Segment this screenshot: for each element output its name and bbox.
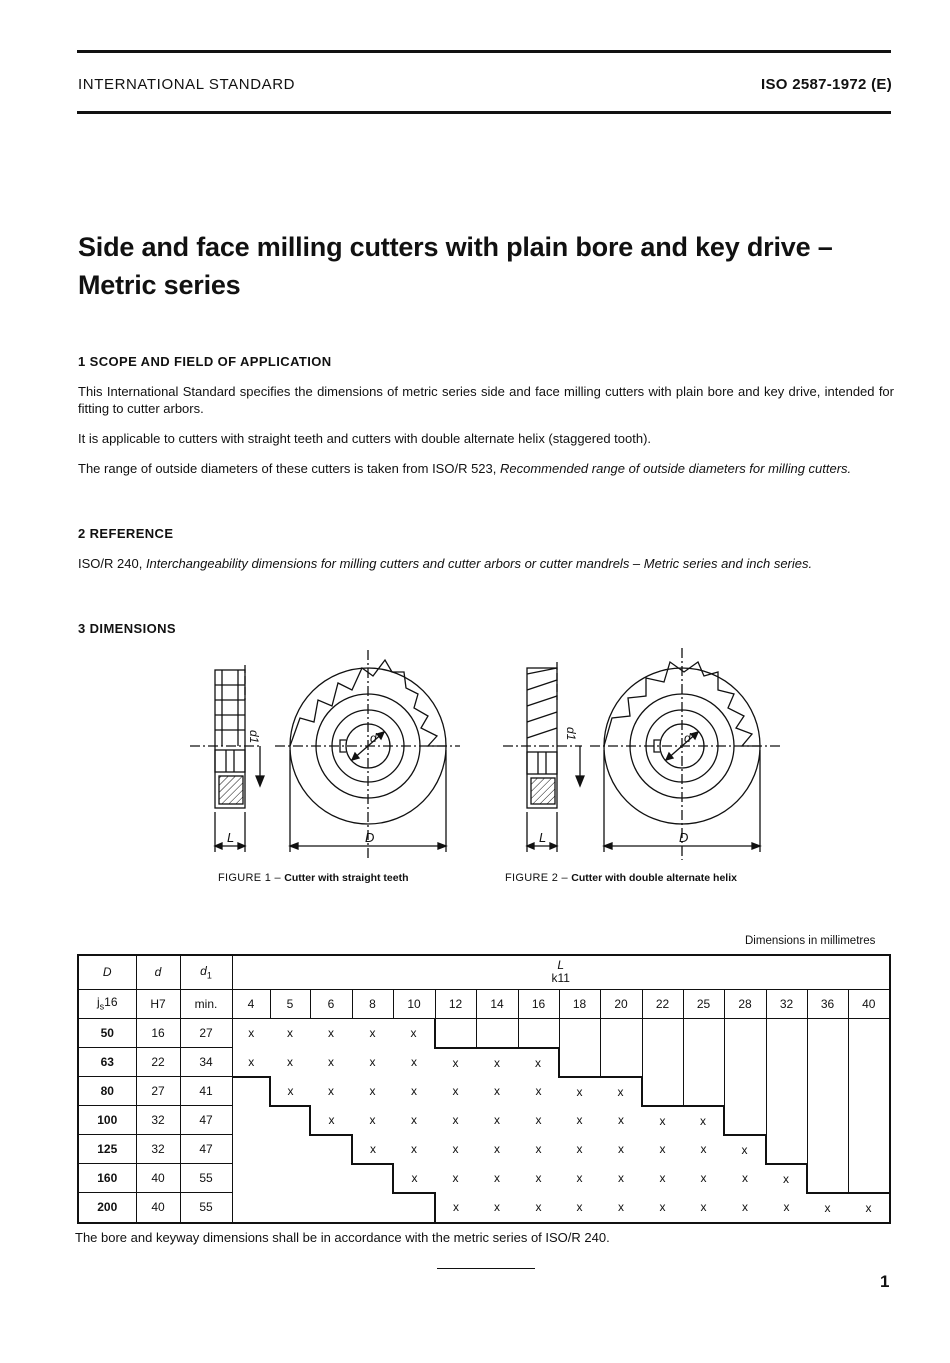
cell-empty	[848, 1135, 890, 1164]
cell-mark: x	[369, 1084, 376, 1098]
cell-empty	[807, 1018, 848, 1048]
cell-empty	[559, 1018, 600, 1048]
cell-mark: x	[328, 1055, 334, 1069]
cell-empty	[724, 1018, 766, 1048]
figure-2-drawing	[503, 648, 780, 860]
figure-2-label-d1: d1	[564, 727, 578, 741]
tolerance-d1: min.	[180, 989, 232, 1018]
cell-mark: x	[600, 1193, 642, 1223]
cell-empty	[807, 1077, 848, 1106]
footer-rule	[437, 1268, 535, 1269]
cell-empty	[270, 1135, 310, 1164]
header-L-value: 28	[724, 989, 766, 1018]
cell-mark: x	[310, 1106, 352, 1135]
cell-mark: x	[452, 1084, 459, 1098]
tolerance-D	[78, 989, 136, 1018]
cell-mark: x	[535, 1171, 542, 1185]
cell-mark: x	[452, 1055, 459, 1070]
figure-1-label-d1: d1	[247, 730, 261, 744]
cell-mark: x	[352, 1135, 393, 1164]
cell-empty	[807, 1135, 848, 1164]
cell-empty	[642, 1077, 683, 1106]
cell-empty	[310, 1193, 352, 1223]
cell-d1: 55	[180, 1193, 232, 1223]
header-right: ISO 2587-1972 (E)	[760, 76, 892, 93]
cell-empty	[766, 1077, 807, 1106]
table-row	[78, 1135, 890, 1164]
header-L-value: 32	[766, 989, 807, 1018]
cell-mark: x	[393, 1018, 435, 1048]
dimensions-table	[77, 954, 891, 1224]
cell-mark: x	[576, 1113, 583, 1127]
cell-mark: x	[393, 1164, 435, 1193]
cell-mark: x	[452, 1171, 459, 1185]
cell-mark: x	[232, 1048, 270, 1077]
cell-empty	[600, 1018, 642, 1048]
cell-d: 32	[136, 1135, 180, 1164]
cell-mark: x	[287, 1055, 293, 1069]
tolerance-d: H7	[136, 989, 180, 1018]
cell-D: 80	[78, 1077, 136, 1106]
cell-mark: x	[766, 1193, 807, 1223]
cell-empty	[310, 1135, 352, 1164]
table-row	[78, 1106, 890, 1135]
cell-d: 16	[136, 1018, 180, 1048]
cell-d1: 34	[180, 1048, 232, 1077]
table-units-note: Dimensions in millimetres	[745, 935, 876, 947]
page-number: 1	[880, 1272, 890, 1291]
cell-empty	[559, 1048, 600, 1077]
cell-mark: x	[494, 1171, 500, 1185]
header-L-value: 4	[232, 989, 270, 1018]
cell-mark: x	[411, 1055, 417, 1069]
section-2-paragraph-text: ISO/R 240,	[78, 556, 143, 571]
cell-empty	[848, 1018, 890, 1048]
cell-empty	[766, 1135, 807, 1164]
cell-mark: x	[411, 1113, 417, 1127]
header-L-value: 40	[848, 989, 890, 1018]
cell-mark: x	[618, 1171, 624, 1185]
section-1-paragraph-3-text: The range of outside diameters of these cutters is taken from ISO/R 523,	[78, 461, 497, 476]
cell-mark: x	[535, 1142, 542, 1156]
table-header-row-2	[78, 989, 890, 1018]
cell-empty	[848, 1048, 890, 1077]
cell-empty	[232, 1164, 270, 1193]
figure-2-label-D: D	[679, 830, 689, 845]
header-d: d	[136, 955, 180, 989]
cell-mark: x	[369, 1055, 376, 1069]
cell-empty	[724, 1077, 766, 1106]
table-row	[78, 1077, 890, 1106]
cell-empty	[724, 1106, 766, 1135]
cell-mark: x	[494, 1055, 500, 1070]
cell-mark: x	[600, 1077, 642, 1106]
table-header-row-1	[78, 955, 890, 989]
cell-empty	[476, 1018, 518, 1048]
cell-mark: x	[270, 1077, 310, 1106]
figure-1-label-D: D	[365, 830, 375, 845]
cell-mark: x	[248, 1026, 255, 1040]
cell-empty	[393, 1193, 435, 1223]
header-L	[232, 955, 890, 989]
section-1-paragraph-2: It is applicable to cutters with straight teeth and cutters with double alternate helix (staggered tooth).	[78, 431, 652, 446]
header-L-value: 25	[683, 989, 724, 1018]
cell-D: 125	[78, 1135, 136, 1164]
tolerance-D-base: j	[96, 995, 100, 1010]
cell-mark: x	[518, 1193, 559, 1223]
header-d1-base: d	[200, 964, 207, 979]
cell-mark: x	[411, 1142, 417, 1156]
cell-empty	[352, 1193, 393, 1223]
figure-2-caption	[505, 872, 737, 884]
header-L-value: 14	[476, 989, 518, 1018]
cell-empty	[232, 1077, 270, 1106]
section-1-paragraph-1: This International Standard specifies the dimensions of metric series side and face milling cutters with plain bore and key drive, intended for fitting to cutter arbors.	[78, 384, 894, 416]
cell-empty	[724, 1048, 766, 1077]
cell-mark: x	[494, 1142, 500, 1156]
cell-mark: x	[494, 1084, 500, 1098]
header-L-symbol: L	[557, 958, 565, 973]
cell-mark: x	[659, 1113, 666, 1128]
figure-1-label-d: d	[370, 731, 377, 745]
cell-mark: x	[659, 1142, 666, 1156]
cell-D: 50	[78, 1018, 136, 1048]
cell-D: 200	[78, 1193, 136, 1223]
cell-mark: x	[724, 1135, 766, 1164]
cell-d: 40	[136, 1193, 180, 1223]
page-title-line-2: Metric series	[78, 270, 241, 300]
cell-d1: 47	[180, 1106, 232, 1135]
cell-mark: x	[683, 1106, 724, 1135]
cell-d1: 41	[180, 1077, 232, 1106]
cell-empty	[807, 1106, 848, 1135]
figure-2-label-L: L	[539, 830, 547, 845]
cell-mark: x	[618, 1142, 624, 1156]
cell-mark: x	[518, 1048, 559, 1077]
figure-1-number: FIGURE 1 –	[218, 872, 281, 884]
cell-mark: x	[807, 1193, 848, 1223]
cell-d1: 27	[180, 1018, 232, 1048]
cell-mark: x	[287, 1026, 293, 1040]
figure-1-caption	[218, 872, 409, 884]
cell-mark: x	[642, 1193, 683, 1223]
table-row	[78, 1048, 890, 1077]
cell-d: 27	[136, 1077, 180, 1106]
cell-empty	[270, 1193, 310, 1223]
table-row	[78, 1164, 890, 1193]
bottom-note: The bore and keyway dimensions shall be in accordance with the metric series of ISO/R 240.	[75, 1230, 610, 1245]
header-d1-sub: 1	[206, 970, 212, 981]
cell-mark: x	[576, 1142, 583, 1156]
cell-mark: x	[452, 1142, 459, 1156]
section-1-heading: 1 SCOPE AND FIELD OF APPLICATION	[78, 354, 332, 369]
cell-mark: x	[369, 1026, 376, 1040]
cell-mark: x	[535, 1113, 542, 1127]
cell-empty	[435, 1018, 476, 1048]
cell-empty	[683, 1077, 724, 1106]
table-row	[78, 1018, 890, 1048]
cell-empty	[807, 1164, 848, 1193]
cell-mark: x	[700, 1171, 707, 1185]
header-L-value: 10	[393, 989, 435, 1018]
dimensions-table-body	[78, 955, 890, 1223]
header-left: INTERNATIONAL STANDARD	[78, 76, 296, 93]
cell-empty	[807, 1048, 848, 1077]
cell-mark: x	[683, 1193, 724, 1223]
cell-mark: x	[700, 1142, 707, 1156]
cell-empty	[518, 1018, 559, 1048]
cell-D: 160	[78, 1164, 136, 1193]
cell-mark: x	[559, 1193, 600, 1223]
cell-mark: x	[742, 1171, 748, 1185]
cell-mark: x	[766, 1164, 807, 1193]
cell-d: 32	[136, 1106, 180, 1135]
cell-empty	[642, 1018, 683, 1048]
cell-mark: x	[328, 1084, 334, 1098]
section-2-heading: 2 REFERENCE	[78, 526, 174, 541]
cell-mark: x	[328, 1026, 334, 1040]
cell-empty	[766, 1048, 807, 1077]
cell-mark: x	[576, 1171, 583, 1185]
header-L-value: 18	[559, 989, 600, 1018]
cell-mark: x	[369, 1113, 376, 1127]
cell-mark: x	[476, 1193, 518, 1223]
header-L-tolerance: k11	[551, 971, 570, 986]
cell-empty	[232, 1106, 270, 1135]
cell-d1: 55	[180, 1164, 232, 1193]
cell-mark: x	[452, 1113, 459, 1127]
cell-empty	[848, 1077, 890, 1106]
cell-empty	[766, 1018, 807, 1048]
header-L-value: 5	[270, 989, 310, 1018]
header-d1	[180, 955, 232, 989]
cell-d: 40	[136, 1164, 180, 1193]
header-L-value: 20	[600, 989, 642, 1018]
cell-empty	[683, 1048, 724, 1077]
table-row	[78, 1193, 890, 1223]
cell-empty	[766, 1106, 807, 1135]
cell-empty	[848, 1106, 890, 1135]
section-2-paragraph-italic: Interchangeability dimensions for milling cutters and cutter arbors or cutter mandrels – Metric series and inch series.	[145, 556, 813, 571]
cell-D: 100	[78, 1106, 136, 1135]
cell-mark: x	[659, 1171, 666, 1185]
cell-D: 63	[78, 1048, 136, 1077]
figure-1-label-L: L	[227, 830, 235, 845]
section-1-paragraph-3-italic: Recommended range of outside diameters for milling cutters.	[500, 461, 852, 476]
tolerance-D-sub: s	[99, 1001, 105, 1012]
cell-mark: x	[724, 1193, 766, 1223]
cell-mark: x	[618, 1113, 624, 1127]
figure-2-label-d: d	[684, 731, 691, 745]
cell-empty	[848, 1164, 890, 1193]
cell-mark: x	[411, 1084, 417, 1098]
cell-d: 22	[136, 1048, 180, 1077]
cell-empty	[683, 1018, 724, 1048]
cell-mark: x	[848, 1193, 890, 1223]
header-L-value: 36	[807, 989, 848, 1018]
cell-d1: 47	[180, 1135, 232, 1164]
figure-2-number: FIGURE 2 –	[505, 872, 568, 884]
page-title-line-1: Side and face milling cutters with plain bore and key drive –	[78, 232, 833, 262]
section-3-heading: 3 DIMENSIONS	[78, 621, 176, 636]
cell-empty	[270, 1164, 310, 1193]
cell-empty	[352, 1164, 393, 1193]
header-L-value: 8	[352, 989, 393, 1018]
cell-empty	[642, 1048, 683, 1077]
cell-mark: x	[494, 1113, 500, 1127]
figure-1-drawing	[190, 650, 460, 860]
cell-empty	[310, 1164, 352, 1193]
figure-1-caption-text: Cutter with straight teeth	[284, 872, 409, 884]
figure-2-caption-text: Cutter with double alternate helix	[571, 872, 737, 884]
cell-empty	[600, 1048, 642, 1077]
cell-mark: x	[435, 1193, 476, 1223]
header-L-value: 22	[642, 989, 683, 1018]
cell-empty	[232, 1193, 270, 1223]
cell-empty	[232, 1135, 270, 1164]
cell-mark: x	[535, 1084, 542, 1098]
cell-empty	[270, 1106, 310, 1135]
header-D: D	[78, 955, 136, 989]
header-L-value: 16	[518, 989, 559, 1018]
cell-mark: x	[576, 1084, 583, 1099]
tolerance-D-grade: 16	[104, 995, 118, 1010]
header-L-value: 12	[435, 989, 476, 1018]
header-L-value: 6	[310, 989, 352, 1018]
